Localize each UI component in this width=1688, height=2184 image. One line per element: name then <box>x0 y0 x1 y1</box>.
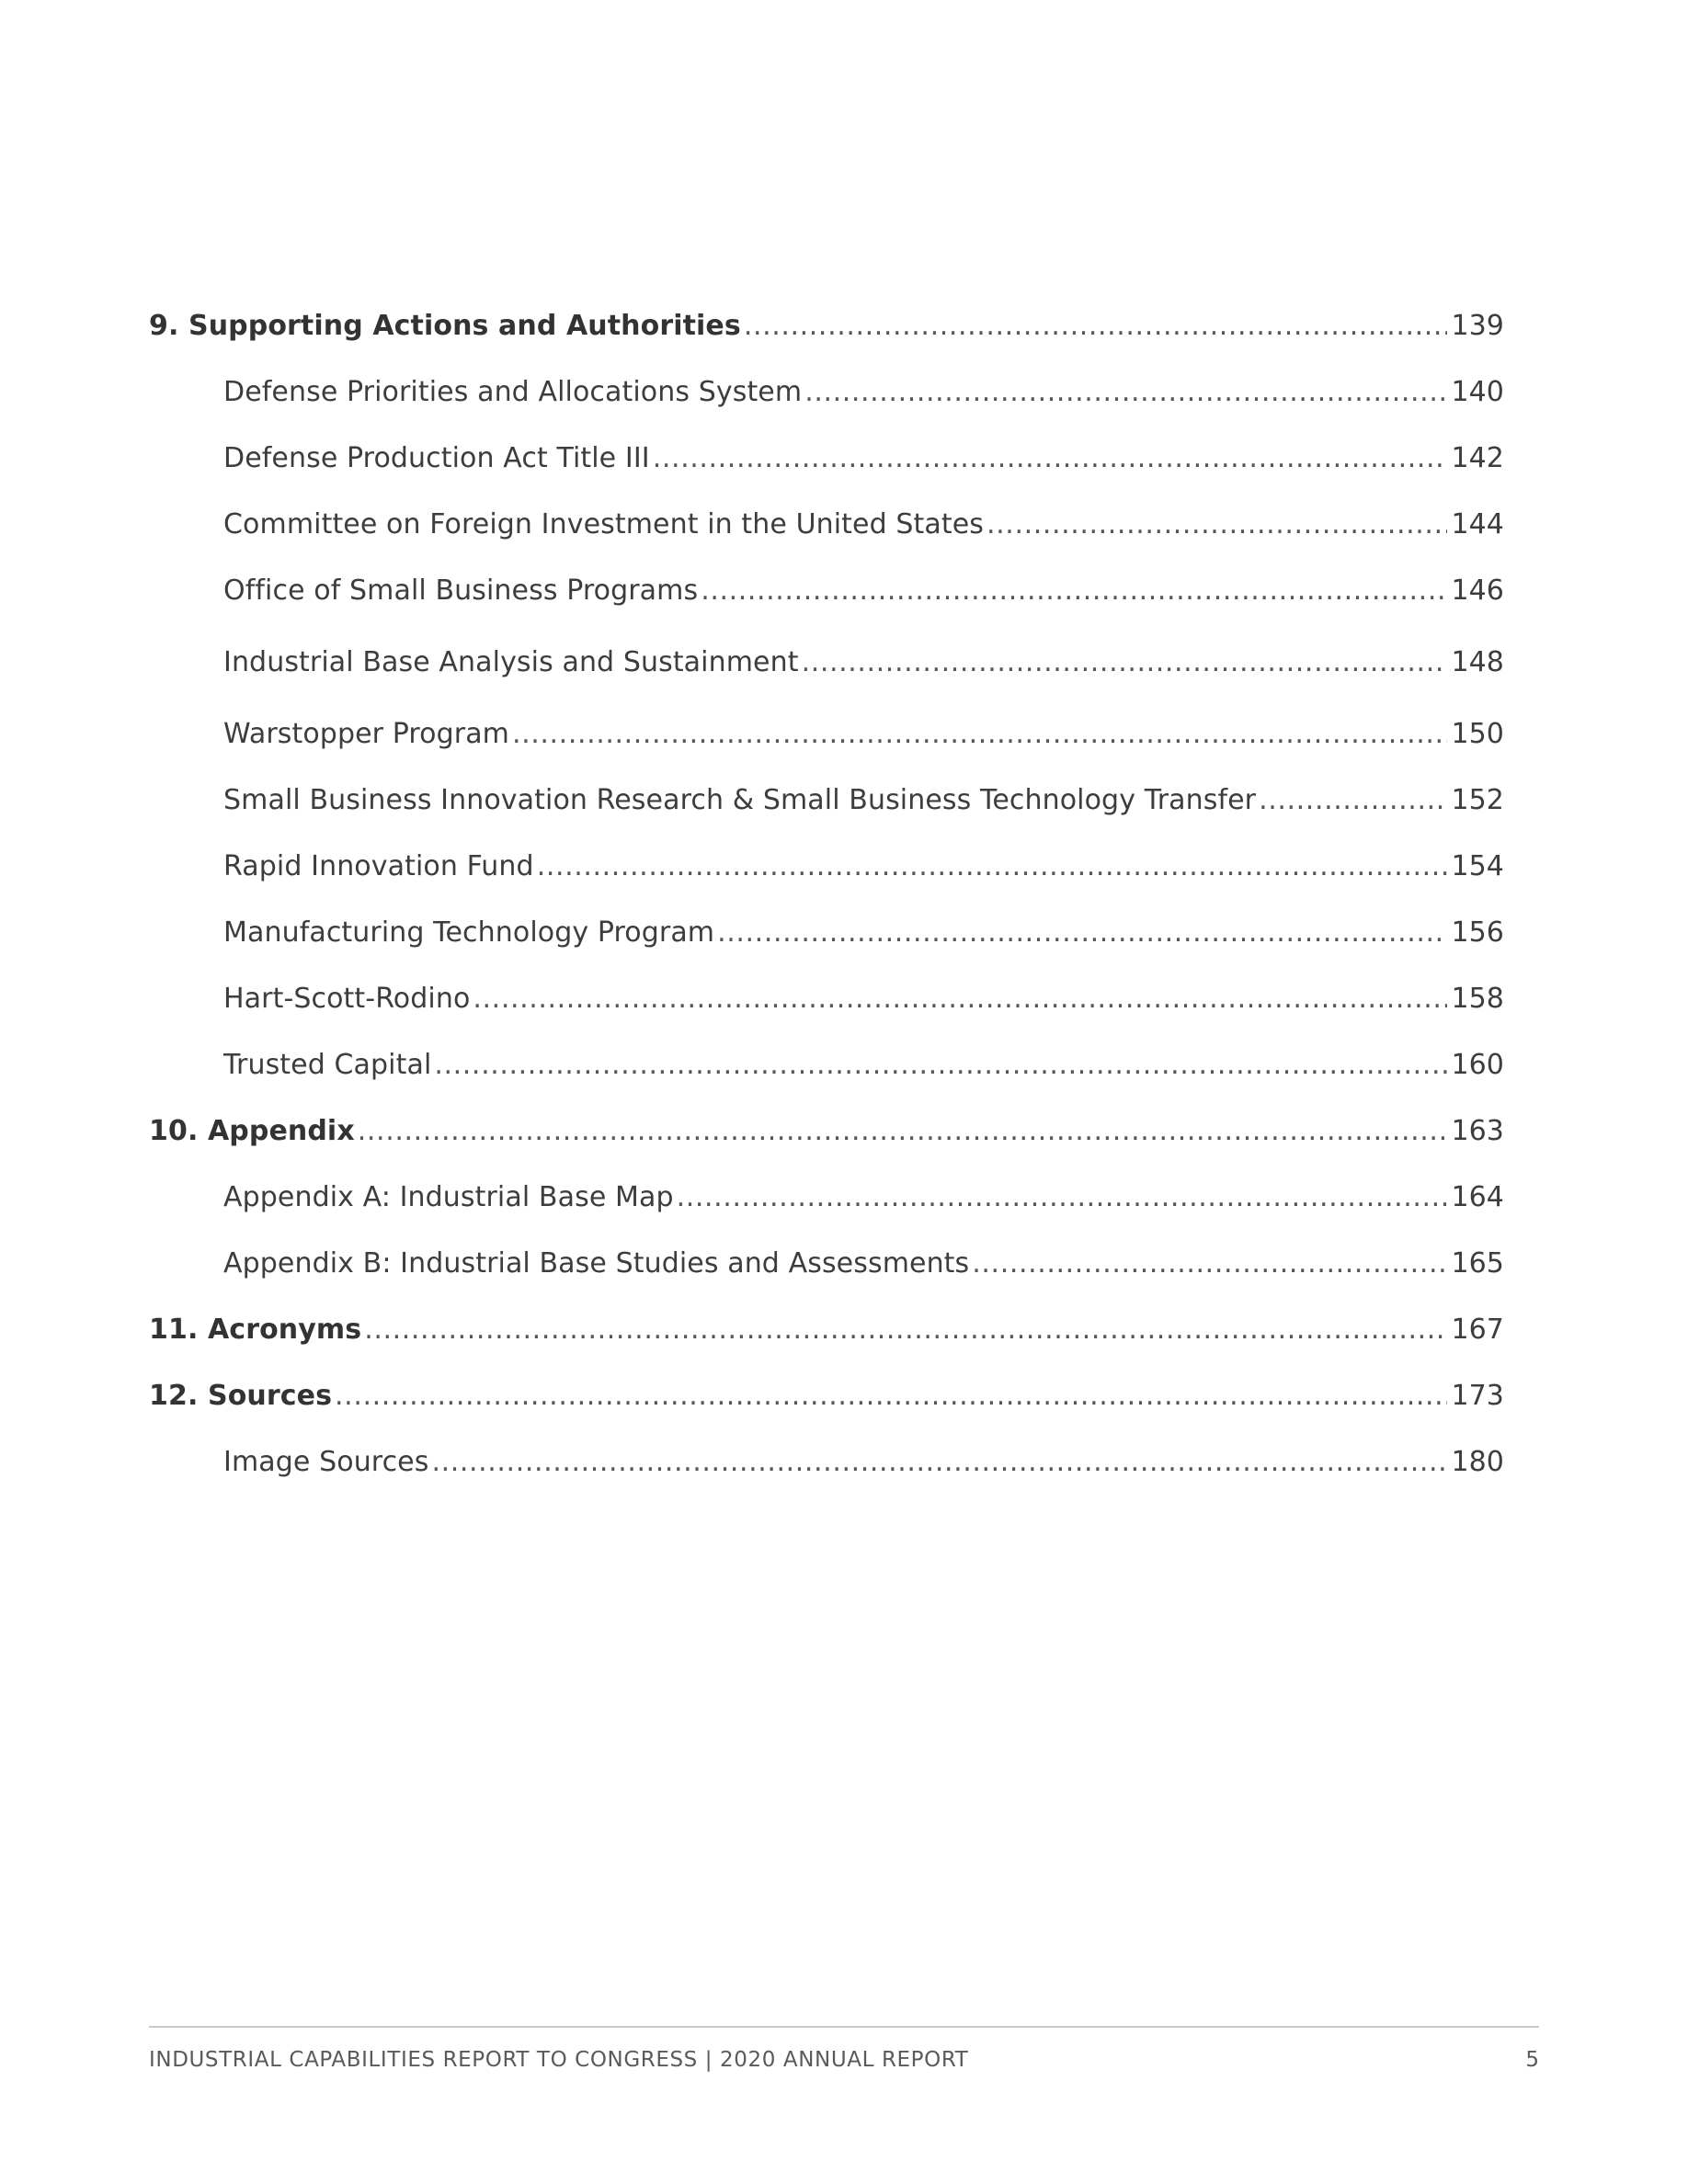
toc-entry-title: Hart-Scott-Rodino <box>223 982 471 1015</box>
toc-entry[interactable] <box>149 629 1504 695</box>
toc-entry-title: Office of Small Business Programs <box>223 574 699 607</box>
dot-leader <box>364 1314 1447 1346</box>
toc-entry-page: 144 <box>1451 507 1504 540</box>
toc-entry-page: 142 <box>1451 441 1504 474</box>
toc-entry[interactable] <box>149 557 1504 623</box>
dot-leader <box>701 574 1447 607</box>
toc-section-10[interactable] <box>149 1098 1504 1164</box>
toc-entry[interactable] <box>149 425 1504 491</box>
toc-entry-title: Appendix B: Industrial Base Studies and Assessments <box>223 1246 970 1280</box>
toc-entry-page: 156 <box>1451 916 1504 949</box>
toc-entry-title: Rapid Innovation Fund <box>223 849 534 882</box>
dot-leader <box>434 1049 1447 1081</box>
dot-leader <box>744 310 1448 342</box>
toc-entry-title: Warstopper Program <box>223 717 509 750</box>
toc-section-11[interactable] <box>149 1296 1504 1362</box>
toc-entry-page: 173 <box>1451 1379 1504 1412</box>
toc-entry-title: Industrial Base Analysis and Sustainment <box>223 645 799 678</box>
dot-leader <box>512 718 1447 750</box>
toc-entry[interactable] <box>149 1428 1504 1495</box>
toc-entry[interactable] <box>149 965 1504 1031</box>
toc-entry-page: 164 <box>1451 1180 1504 1213</box>
toc-entry-title: Trusted Capital <box>223 1048 432 1081</box>
toc-entry-page: 140 <box>1451 375 1504 408</box>
toc-entry-title: Defense Priorities and Allocations System <box>223 375 803 408</box>
toc-entry-title: 12. Sources <box>149 1379 333 1412</box>
toc-entry-title: Manufacturing Technology Program <box>223 916 715 949</box>
toc-entry-page: 163 <box>1451 1114 1504 1147</box>
toc-entry-page: 160 <box>1451 1048 1504 1081</box>
dot-leader <box>537 850 1448 882</box>
dot-leader <box>473 983 1447 1015</box>
toc-entry[interactable] <box>149 767 1504 833</box>
footer-report-title: INDUSTRIAL CAPABILITIES REPORT TO CONGRESS | 2020 ANNUAL REPORT <box>149 2048 969 2072</box>
table-of-contents <box>149 292 1504 1495</box>
dot-leader <box>358 1115 1448 1147</box>
toc-entry-page: 167 <box>1451 1313 1504 1346</box>
toc-entry-page: 148 <box>1451 645 1504 678</box>
toc-entry-page: 150 <box>1451 717 1504 750</box>
toc-entry-page: 146 <box>1451 574 1504 607</box>
dot-leader <box>804 376 1447 408</box>
dot-leader <box>653 442 1448 474</box>
dot-leader <box>677 1181 1448 1213</box>
dot-leader <box>717 916 1447 949</box>
toc-section-12[interactable] <box>149 1362 1504 1428</box>
toc-entry-page: 152 <box>1451 783 1504 816</box>
toc-entry-title: 10. Appendix <box>149 1114 355 1147</box>
toc-entry-title: Appendix A: Industrial Base Map <box>223 1180 674 1213</box>
dot-leader <box>987 508 1447 540</box>
dot-leader <box>335 1380 1447 1412</box>
dot-leader <box>802 646 1448 678</box>
toc-entry-page: 180 <box>1451 1445 1504 1478</box>
toc-entry[interactable] <box>149 1031 1504 1098</box>
toc-entry-title: Image Sources <box>223 1445 429 1478</box>
toc-entry-page: 158 <box>1451 982 1504 1015</box>
toc-entry-page: 154 <box>1451 849 1504 882</box>
toc-entry-title: Committee on Foreign Investment in the United States <box>223 507 985 540</box>
toc-entry-title: Small Business Innovation Research & Small Business Technology Transfer <box>223 783 1257 816</box>
dot-leader <box>431 1446 1447 1478</box>
toc-section-9[interactable] <box>149 292 1504 358</box>
dot-leader <box>972 1247 1447 1280</box>
toc-entry[interactable] <box>149 899 1504 965</box>
toc-entry[interactable] <box>149 833 1504 899</box>
page-number: 5 <box>1525 2048 1539 2072</box>
toc-entry[interactable] <box>149 358 1504 425</box>
toc-entry[interactable] <box>149 700 1504 767</box>
toc-entry[interactable] <box>149 491 1504 557</box>
toc-entry-title: 11. Acronyms <box>149 1313 362 1346</box>
toc-entry-page: 165 <box>1451 1246 1504 1280</box>
dot-leader <box>1259 784 1447 816</box>
toc-entry-title: 9. Supporting Actions and Authorities <box>149 309 741 342</box>
toc-entry[interactable] <box>149 1164 1504 1230</box>
toc-entry-title: Defense Production Act Title III <box>223 441 650 474</box>
toc-entry[interactable] <box>149 1230 1504 1296</box>
toc-entry-page: 139 <box>1451 309 1504 342</box>
footer-divider <box>149 2026 1539 2028</box>
